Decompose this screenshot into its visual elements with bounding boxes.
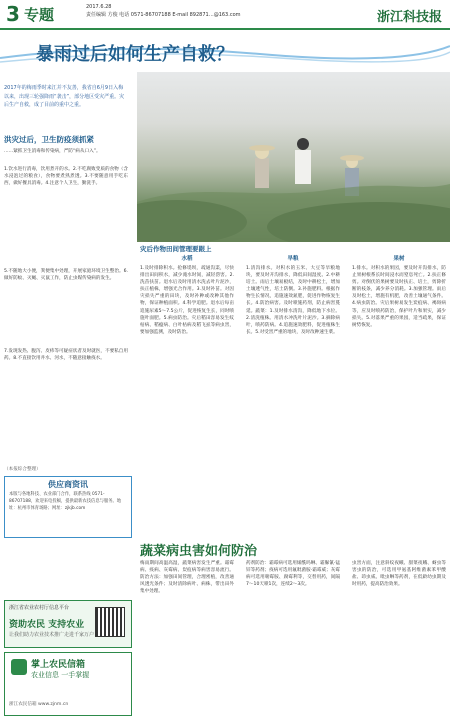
column-grain: [246, 254, 340, 526]
lead-paragraph: 2017年的梅雨季时来江并不友善，我省自6月9日入梅以来，出现三轮强降雨“袭击”，部分地区受灾严重。灾后生产自救，成了目前的重中之重。: [4, 85, 125, 108]
sidebar-paragraph: ……紧抓卫生消毒和传染病，严防“病从口入”。: [4, 149, 101, 154]
mailbox-slogan: 农业信息 一手掌握: [31, 671, 90, 679]
article2-column: [246, 560, 340, 638]
header-meta: [86, 3, 241, 19]
ad-slogan: 资助农民 支持农业: [9, 620, 85, 630]
supplier-box-body: 本版与各地科技、农业部门合作，联系热线 0571-86707188，欢迎来电投稿，提供最新农技信息与服务。地址：杭州市体育场路；网址：zjkjb.com: [9, 492, 122, 511]
left-sidebar: [0, 78, 134, 707]
column-text: 1.清沟排水。对积水的玉米、大豆等旱粮地块，要及时开沟排水，降低田间湿度。2.中耕培土。雨后土壤易板结，及时中耕松土，增加土壤透气性，培土防倒。3.补施肥料。根据作物生长情况，追施速效氮肥，促进作物恢复生长。4.防治病害。及时喷施药剂，防止病害蔓延。蔬菜：1.及时排水清沟，降低地下水位。2.清洗植株。用清水冲洗叶片泥沙。3.摘除病叶，喷药防病。4.追施速效肥料，促进植株生长。5.对受害严重的地块，及时改种速生菜。: [246, 266, 340, 335]
qr-code-icon: [95, 607, 125, 637]
article2-column: [140, 560, 234, 638]
column-rice: [140, 254, 234, 526]
main-title: 暴雨过后如何生产自救？: [36, 44, 234, 65]
article1-columns: [140, 254, 446, 526]
section-name: 专题: [24, 6, 55, 24]
section-subhead: 洪灾过后，卫生防疫须抓紧: [4, 135, 94, 144]
column-heading: 水稻: [181, 256, 193, 262]
sidebar-paragraph: 5.不随地大小便，粪便集中处理，开展家庭环境卫生整治。6.做好防蚊、灭蝇、灭鼠工作，防止虫媒传染病的发生。: [4, 269, 128, 282]
article2-column: [352, 560, 446, 638]
mailbox-link: 浙江农民信箱 www.zjnm.cn: [9, 702, 69, 707]
sidebar-paragraph: 1.饮水进行消毒，饮用煮开的水。2.不吃腐败变质的食物（含水浸泡过的粮食），食物要煮熟煮透。3.不要随意用手吃东西，做好餐具消毒。4.注意个人卫生，勤洗手。: [4, 167, 128, 187]
article2-columns: [140, 560, 446, 638]
column-fruit: [352, 254, 446, 526]
ad-org: 浙江省农业农村厅信息平台: [9, 605, 70, 611]
sidebar-paragraph: 7.发现发热、腹泻、皮疹等可疑症状者及时就医，不要私自用药。8.不直接饮用井水、河水，不随意接触疫水。: [4, 349, 128, 362]
farmers-illustration: [137, 72, 450, 242]
app-icon: [11, 659, 27, 675]
mailbox-name: 掌上农民信箱: [31, 660, 86, 670]
ad-box-platform: [4, 600, 132, 648]
page-number: 3: [6, 2, 20, 26]
ad-subtext: 让我们助力农业技术推广走进千家万户: [9, 632, 95, 638]
ad-box-mailbox: [4, 652, 132, 716]
supplier-info-box: [4, 476, 132, 538]
page-header: [0, 0, 450, 30]
column-text: 1.排水。对积水的果园，要及时开沟排水，防止果树根系长时间浸水而窒息死亡。2.扶正修剪。对倒伏的果树要及时扶正、培土，剪除折断的枝条，减少养分消耗。3.加强管理。雨后及时松土，增施有机肥，改善土壤通气条件。4.病虫防治。灾后果树易发生炭疽病、褐斑病等，应及时喷药防治，保护叶片和果实，减少损失。5.对落果严重的果园，适当疏果，保证树势恢复。: [352, 266, 446, 328]
supplier-box-title: 供应商资讯: [48, 480, 88, 489]
newspaper-logo: 浙江科技报: [376, 10, 442, 25]
column-text: 1.及时排除积水。抢修堤坝，疏通沟渠，尽快排出田间积水，减少淹水时间，减轻涝害。2.洗苗扶苗。退水后及时用清水洗去叶片泥沙，扶正植株，增强光合作用。3.及时补苗。对因灾损失严重的田块，及时补种或改种其他作物，保证种植面积。4.科学追肥。退水后每亩追施尿素5～7.5公斤，促进恢复生长，同时喷施叶面肥。5.病虫防治。灾后稻田容易发生纹枯病、稻瘟病、白叶枯病及稻飞虱等病虫害，要加强监测，及时防治。: [140, 266, 234, 335]
photo-caption: 灾后作物田间管理要跟上: [140, 245, 212, 253]
editor-note: （本报综合整理）: [4, 467, 41, 472]
field-photo: [137, 72, 450, 242]
article2-text: 药剂防治：霜霉病可选用烯酰吗啉、霜脲氰·锰锌等药剂；疫病可选用氟吡菌胺·霜霉威；灰霉病可选用嘧霉胺、腐霉利等，交替用药，间隔7～10天喷1次，连续2～3次。: [246, 561, 340, 588]
article2-text: 虫害方面，注意斜纹夜蛾、甜菜夜蛾、蚜虫等害虫的防治，可选用甲氨基阿维菌素苯甲酸盐、茚虫威、吡虫啉等药剂，在低龄幼虫期及时用药，提高防治效果。: [352, 561, 446, 588]
article2-text: 梅雨期间高温高湿，蔬菜病害发生严重。霜霉病、疫病、灰霉病、炭疽病等病害容易流行。防治方法：加强田间管理，合理密植，改善通风透光条件；及时清除病叶、病株，带出田外集中处理。: [140, 561, 234, 595]
column-heading: 果树: [393, 256, 405, 262]
issue-date: 2017.6.28: [86, 4, 112, 10]
column-heading: 旱粮: [287, 256, 299, 262]
editor-line: 责任编辑 方俊 电话 0571-86707188 E-mail 892871…@163.com: [86, 12, 241, 18]
article2-title: 蔬菜病虫害如何防治: [140, 544, 258, 559]
